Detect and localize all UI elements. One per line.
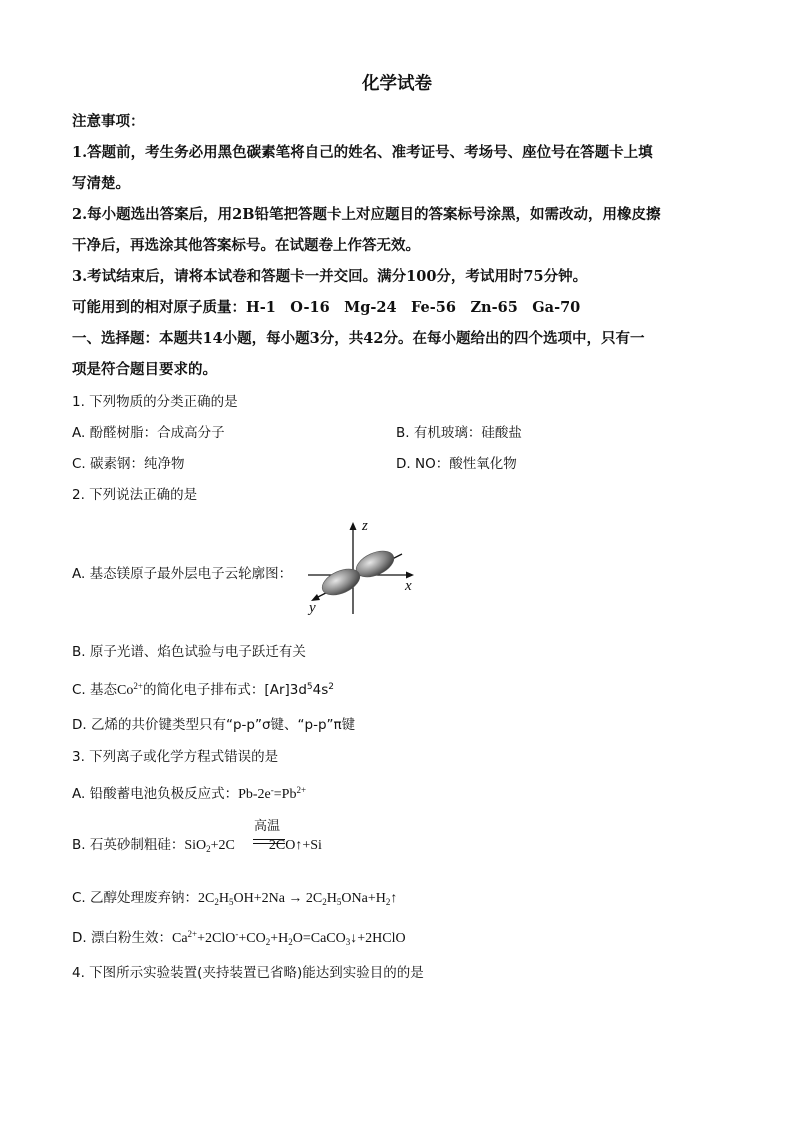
q2-stem: 2. 下列说法正确的是 xyxy=(72,487,198,503)
q4-stem: 4. 下图所示实验装置(夹持装置已省略)能达到实验目的的是 xyxy=(72,965,424,981)
q1-option-c: C. 碳素钢：纯净物 xyxy=(72,456,185,472)
q3-option-b: B. 石英砂制粗硅：SiO$_2$+2C 2CO↑+Si xyxy=(72,837,322,854)
notice-heading: 注意事项： xyxy=(72,113,145,130)
q1-option-b: B. 有机玻璃：硅酸盐 xyxy=(396,425,522,441)
p-orbital-diagram xyxy=(304,518,424,616)
q1-option-d: D. NO：酸性氧化物 xyxy=(396,456,517,472)
section-1-line-1: 一、选择题：本题共14小题，每小题3分，共42分。在每小题给出的四个选项中，只有一 xyxy=(72,330,645,347)
q3-option-d: D. 漂白粉生效：$Ca^{2+}+2ClO^-+CO_2+H_2O=CaCO_3↓+2HClO$ xyxy=(72,929,406,947)
q2-option-d: D. 乙烯的共价键类型只有“p-p”σ键、“p-p”π键 xyxy=(72,717,356,733)
x-axis-label: x xyxy=(405,578,412,594)
q3-option-a: A. 铅酸蓄电池负极反应式：$Pb-2e^-=Pb^{2+}$ xyxy=(72,785,307,802)
z-axis-label: z xyxy=(362,518,368,534)
q3-reaction-condition: 高温 xyxy=(254,819,281,834)
y-axis-label: y xyxy=(309,600,316,616)
q3-option-c: C. 乙醇处理废弃钠：$2C_2H_5OH+2Na$ → $2C_2H_5ONa+H_2↑$ xyxy=(72,890,398,907)
z-axis-arrow xyxy=(350,522,357,530)
notice-item-1-line-2: 写清楚。 xyxy=(72,175,130,192)
q2-option-b: B. 原子光谱、焰色试验与电子跃迁有关 xyxy=(72,644,306,660)
q2-option-a: A. 基态镁原子最外层电子云轮廓图： xyxy=(72,566,293,582)
notice-item-1-line-1: 1.答题前，考生务必用黑色碳素笔将自己的姓名、准考证号、考场号、座位号在答题卡上填 xyxy=(72,144,653,161)
q1-stem: 1. 下列物质的分类正确的是 xyxy=(72,394,238,410)
q1-option-a: A. 酚醛树脂：合成高分子 xyxy=(72,425,225,441)
q2-option-c: C. 基态$Co^{2+}$的简化电子排布式：$[Ar]3d^54s^2$ xyxy=(72,681,335,698)
page-title: 化学试卷 xyxy=(362,74,432,94)
notice-item-3: 3.考试结束后，请将本试卷和答题卡一并交回。满分100分，考试用时75分钟。 xyxy=(72,268,588,285)
atomic-masses: 可能用到的相对原子质量：H-1 O-16 Mg-24 Fe-56 Zn-65 Ga-70 xyxy=(72,299,581,316)
notice-item-2-line-2: 干净后，再选涂其他答案标号。在试题卷上作答无效。 xyxy=(72,237,420,254)
q3-equals-sign xyxy=(253,839,285,844)
notice-item-2-line-1: 2.每小题选出答案后，用2B铅笔把答题卡上对应题目的答案标号涂黑，如需改动，用橡皮擦 xyxy=(72,206,661,223)
q3-stem: 3. 下列离子或化学方程式错误的是 xyxy=(72,749,279,765)
section-1-line-2: 项是符合题目要求的。 xyxy=(72,361,217,378)
